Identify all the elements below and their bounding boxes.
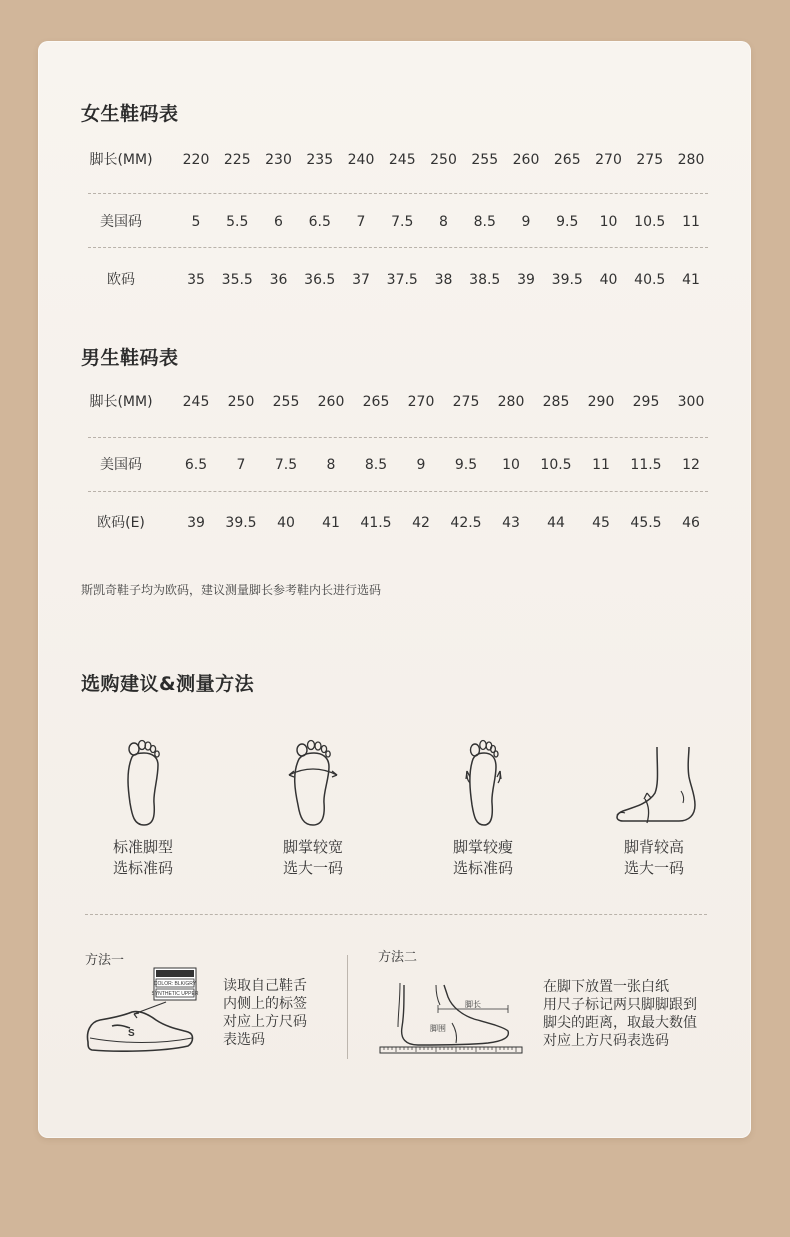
size-cell: 8	[439, 214, 448, 230]
foot-girth-label: 脚围	[430, 1024, 446, 1033]
size-cell: 36	[269, 272, 288, 288]
size-cell: 7	[236, 457, 246, 473]
wide-foot-icon	[283, 737, 343, 829]
size-cell: 8	[326, 457, 336, 473]
row-divider	[88, 437, 708, 438]
size-cell: 41	[322, 515, 340, 531]
size-cell: 275	[452, 394, 480, 410]
advice-divider	[85, 914, 707, 915]
foot-narrow-line1: 脚掌较瘦	[452, 838, 513, 856]
foot-type-narrow	[418, 737, 548, 879]
method-separator	[347, 955, 348, 1059]
method2-title: 方法二	[378, 950, 418, 965]
size-cell: 245	[182, 394, 210, 410]
row-divider	[88, 193, 708, 194]
foot-instep-line2: 选大一码	[623, 859, 684, 877]
size-cell: 270	[407, 394, 435, 410]
size-cell: 290	[587, 394, 615, 410]
foot-standard-line1: 标准脚型	[112, 838, 173, 856]
method1-line: 内侧上的标签	[223, 996, 307, 1012]
size-cell: 12	[682, 457, 700, 473]
size-cell: 235	[306, 152, 334, 168]
row-divider	[88, 491, 708, 492]
row-divider	[88, 247, 708, 248]
standard-foot-icon	[118, 737, 168, 829]
size-cell: 46	[682, 515, 700, 531]
foot-length-label: 脚长	[465, 1000, 481, 1009]
size-cell: 35.5	[221, 272, 253, 288]
size-cell: 5	[191, 214, 201, 230]
foot-wide-line2: 选大一码	[282, 859, 343, 877]
women-size-row	[86, 265, 716, 295]
size-cell: 35	[187, 272, 205, 288]
method1-text	[223, 977, 307, 1049]
size-cell: 11.5	[630, 457, 662, 473]
size-cell: 265	[553, 152, 581, 168]
size-cell: 255	[272, 394, 300, 410]
size-cell: 6	[274, 214, 283, 230]
size-cell: 220	[182, 152, 210, 168]
method2-line: 用尺子标记两只脚脚跟到	[543, 997, 697, 1013]
sizing-note: 斯凯奇鞋子均为欧码，建议测量脚长参考鞋内长进行选码	[81, 583, 382, 597]
size-cell: 225	[223, 152, 251, 168]
size-cell: 270	[595, 152, 622, 168]
row-label: 美国码	[100, 214, 142, 230]
size-cell: 240	[347, 152, 375, 168]
foot-narrow-line2: 选标准码	[452, 859, 513, 877]
method1-title: 方法一	[85, 953, 125, 968]
size-cell: 40.5	[634, 272, 666, 288]
size-cell: 5.5	[226, 214, 249, 230]
size-cell: 11	[682, 214, 700, 230]
men-size-row	[86, 508, 716, 538]
size-cell: 265	[362, 394, 390, 410]
size-cell: 285	[542, 394, 570, 410]
size-cell: 42.5	[450, 515, 482, 531]
row-label: 欧码	[107, 272, 135, 288]
size-cell: 300	[677, 394, 705, 410]
size-cell: 10	[599, 214, 618, 230]
method2-line: 对应上方尺码表选码	[543, 1033, 669, 1049]
method1-line: 对应上方尺码	[223, 1014, 307, 1030]
method1-line: 读取自己鞋舌	[223, 978, 307, 994]
size-cell: 245	[388, 152, 416, 168]
size-cell: 260	[512, 152, 540, 168]
size-cell: 275	[636, 152, 664, 168]
high-instep-foot-icon	[609, 737, 699, 829]
women-size-title: 女生鞋码表	[81, 103, 179, 125]
method2-line: 脚尖的距离，取最大数值	[543, 1015, 697, 1031]
method1-line: 表选码	[223, 1032, 265, 1048]
size-cell: 7.5	[391, 214, 414, 230]
size-cell: 250	[227, 394, 255, 410]
size-cell: 39	[187, 515, 205, 531]
size-cell: 9	[521, 214, 531, 230]
method2-text	[543, 978, 697, 1050]
size-cell: 39.5	[551, 272, 583, 288]
row-label: 欧码(E)	[97, 515, 145, 531]
size-cell: 9	[416, 457, 426, 473]
foot-type-standard	[78, 737, 208, 879]
size-cell: 8.5	[364, 457, 388, 473]
size-cell: 230	[265, 152, 292, 168]
row-label: 脚长(MM)	[89, 152, 153, 168]
men-size-row	[86, 450, 716, 480]
women-size-row	[86, 207, 716, 237]
size-cell: 280	[497, 394, 525, 410]
men-size-title: 男生鞋码表	[81, 347, 179, 369]
size-cell: 38	[434, 272, 453, 288]
size-cell: 40	[277, 515, 295, 531]
size-cell: 255	[471, 152, 499, 168]
narrow-foot-icon	[458, 737, 508, 829]
size-cell: 10.5	[540, 457, 572, 473]
men-size-row	[86, 387, 716, 417]
row-label: 美国码	[100, 457, 142, 473]
size-cell: 8.5	[473, 214, 496, 230]
size-cell: 38.5	[469, 272, 501, 288]
size-cell: 11	[592, 457, 610, 473]
method2-line: 在脚下放置一张白纸	[543, 979, 669, 995]
size-cell: 250	[430, 152, 457, 168]
size-cell: 9.5	[556, 214, 579, 230]
women-size-row	[86, 145, 716, 175]
size-cell: 37.5	[386, 272, 418, 288]
size-cell: 280	[677, 152, 705, 168]
tag-text-color: COLOR: BLK/GRY	[153, 981, 197, 987]
size-cell: 39.5	[225, 515, 257, 531]
foot-type-wide	[248, 737, 378, 879]
size-cell: 45.5	[630, 515, 662, 531]
size-cell: 6.5	[184, 457, 208, 473]
size-cell: 9.5	[454, 457, 478, 473]
size-cell: 41.5	[360, 515, 392, 531]
shoe-tag-illustration	[82, 966, 212, 1056]
size-cell: 295	[632, 394, 660, 410]
size-cell: 39	[517, 272, 535, 288]
size-cell: 42	[412, 515, 430, 531]
size-cell: 41	[682, 272, 700, 288]
foot-type-high-instep	[589, 737, 719, 879]
size-cell: 40	[599, 272, 618, 288]
size-cell: 44	[547, 515, 565, 531]
row-label: 脚长(MM)	[89, 394, 153, 410]
size-cell: 260	[317, 394, 345, 410]
size-cell: 10.5	[634, 214, 666, 230]
tag-text-upper: SYNTHETIC UPPER	[151, 991, 199, 997]
advice-title: 选购建议&测量方法	[81, 673, 255, 695]
size-cell: 7.5	[274, 457, 298, 473]
foot-standard-line2: 选标准码	[112, 859, 173, 877]
foot-measure-illustration	[378, 981, 528, 1057]
size-cell: 43	[502, 515, 520, 531]
size-cell: 37	[352, 272, 370, 288]
size-cell: 6.5	[308, 214, 331, 230]
foot-instep-line1: 脚背较高	[623, 838, 684, 856]
size-cell: 7	[356, 214, 366, 230]
size-cell: 45	[592, 515, 610, 531]
size-guide-card	[38, 41, 751, 1138]
size-cell: 10	[502, 457, 520, 473]
foot-wide-line1: 脚掌较宽	[282, 838, 343, 856]
shoe-logo-text: S	[128, 1028, 135, 1039]
size-cell: 36.5	[304, 272, 336, 288]
